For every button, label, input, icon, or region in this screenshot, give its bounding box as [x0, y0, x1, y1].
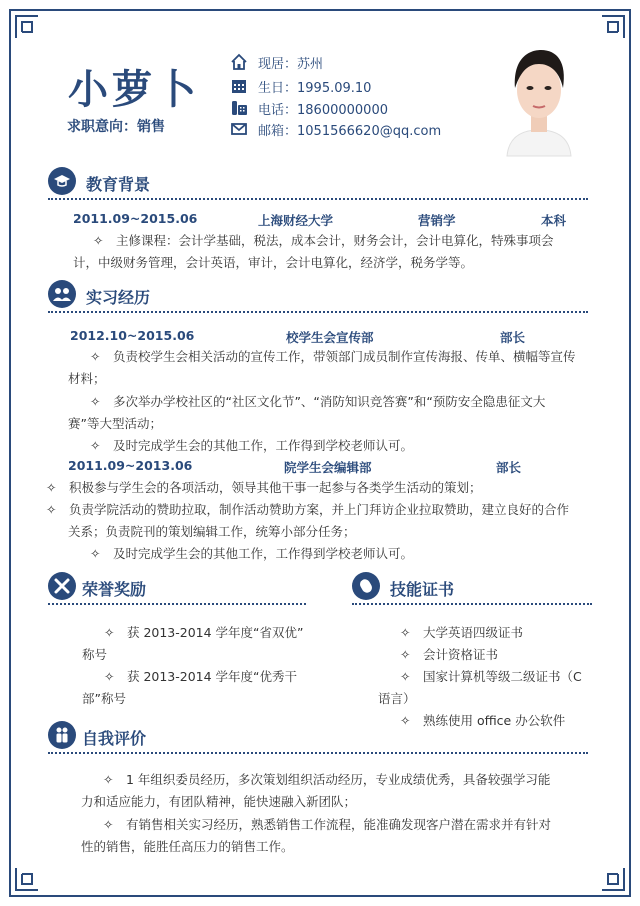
- mouse-icon: [352, 572, 380, 600]
- edu-courses-line: 计，中级财务管理，会计英语，审计，会计电算化，经济学，税务学等。: [73, 255, 474, 270]
- tools-icon: [48, 572, 76, 600]
- team-icon: [48, 280, 76, 308]
- section-title-skills: 技能证书: [390, 580, 455, 599]
- section-divider: [48, 752, 588, 754]
- email-text: 邮箱：1051566620@qq.com: [258, 123, 442, 139]
- edu-major: 营销学: [418, 213, 456, 228]
- job-detail-line: ✧ 负责学院活动的赞助拉取，制作活动赞助方案，并上门拜访企业拉取赞助，建立良好的合作: [46, 502, 569, 517]
- graduation-cap-icon: [48, 167, 76, 195]
- job-period: 2012.10~2015.06: [70, 328, 195, 343]
- job-period: 2011.09~2013.06: [68, 458, 193, 473]
- section-divider: [48, 603, 306, 605]
- skill-line: ✧ 国家计算机等级二级证书（C: [400, 669, 582, 684]
- birthday-text: 生日：1995.09.10: [258, 80, 372, 96]
- section-divider: [48, 198, 588, 200]
- home-icon: [230, 53, 248, 71]
- skills-list: [376, 614, 606, 728]
- job-detail-line: 材料；: [68, 371, 106, 386]
- job-org: 院学生会编辑部: [284, 460, 372, 475]
- skill-line: ✧ 大学英语四级证书: [400, 625, 523, 640]
- section-title-internship: 实习经历: [86, 288, 151, 307]
- people-icon: [48, 721, 76, 749]
- honor-line: 称号: [82, 647, 108, 662]
- candidate-name: 小萝卜: [68, 67, 200, 113]
- calendar-icon: [230, 77, 248, 95]
- honor-line: 部”称号: [82, 691, 126, 706]
- location-text: 现居：苏州: [258, 56, 324, 72]
- edu-degree: 本科: [541, 213, 567, 228]
- section-divider: [352, 603, 592, 605]
- edu-period: 2011.09~2015.06: [73, 211, 198, 226]
- job-detail-line: ✧ 积极参与学生会的各项活动，领导其他干事一起参与各类学生活动的策划；: [46, 480, 482, 495]
- job-detail-line: ✧ 多次举办学校社区的“社区文化节”、“消防知识竞答赛”和“预防安全隐患征文大: [90, 394, 546, 409]
- job-detail-line: 赛”等大型活动；: [68, 416, 162, 431]
- self-eval-line: 性的销售，能胜任高压力的销售工作。: [81, 839, 294, 854]
- edu-courses-line: ✧ 主修课程：会计学基础，税法，成本会计，财务会计，会计电算化，特殊事项会: [93, 233, 554, 248]
- job-role: 部长: [500, 330, 526, 345]
- section-title-self-evaluation: 自我评价: [82, 729, 147, 748]
- info-email: [230, 119, 441, 139]
- section-title-honors: 荣誉奖励: [82, 580, 147, 599]
- job-detail-line: ✧ 及时完成学生会的其他工作，工作得到学校老师认可。: [90, 546, 413, 561]
- edu-school: 上海财经大学: [258, 213, 334, 228]
- mail-icon: [230, 120, 248, 138]
- job-detail-line: 关系；负责院刊的策划编辑工作，统筹小部分任务；: [68, 524, 356, 539]
- honor-line: ✧ 获 2013-2014 学年度“优秀干: [104, 669, 298, 684]
- profile-photo: [493, 40, 585, 156]
- phone-text: 电话：18600000000: [258, 102, 388, 118]
- honor-line: ✧ 获 2013-2014 学年度“省双优”: [104, 625, 304, 640]
- self-eval-line: ✧ 1 年组织委员经历，多次策划组织活动经历，专业成绩优秀，具备较强学习能: [103, 772, 551, 787]
- self-eval-line: 力和适应能力，有团队精神，能快速融入新团队；: [81, 794, 357, 809]
- info-phone: [230, 98, 388, 118]
- info-birthday: [230, 76, 371, 96]
- section-title-education: 教育背景: [86, 175, 151, 194]
- job-intent: 求职意向：销售: [67, 119, 165, 135]
- job-org: 校学生会宣传部: [286, 330, 374, 345]
- info-location: [230, 52, 323, 72]
- skill-line: ✧ 熟练使用 office 办公软件: [400, 713, 566, 728]
- job-role: 部长: [496, 460, 522, 475]
- job-detail-line: ✧ 及时完成学生会的其他工作，工作得到学校老师认可。: [90, 438, 413, 453]
- phone-icon: [230, 99, 248, 117]
- self-eval-line: ✧ 有销售相关实习经历，熟悉销售工作流程，能准确发现客户潜在需求并有针对: [103, 817, 551, 832]
- skill-line: 语言）: [378, 691, 416, 706]
- job-detail-line: ✧ 负责校学生会相关活动的宣传工作，带领部门成员制作宣传海报、传单、横幅等宣传: [90, 349, 576, 364]
- skill-line: ✧ 会计资格证书: [400, 647, 498, 662]
- section-divider: [48, 311, 588, 313]
